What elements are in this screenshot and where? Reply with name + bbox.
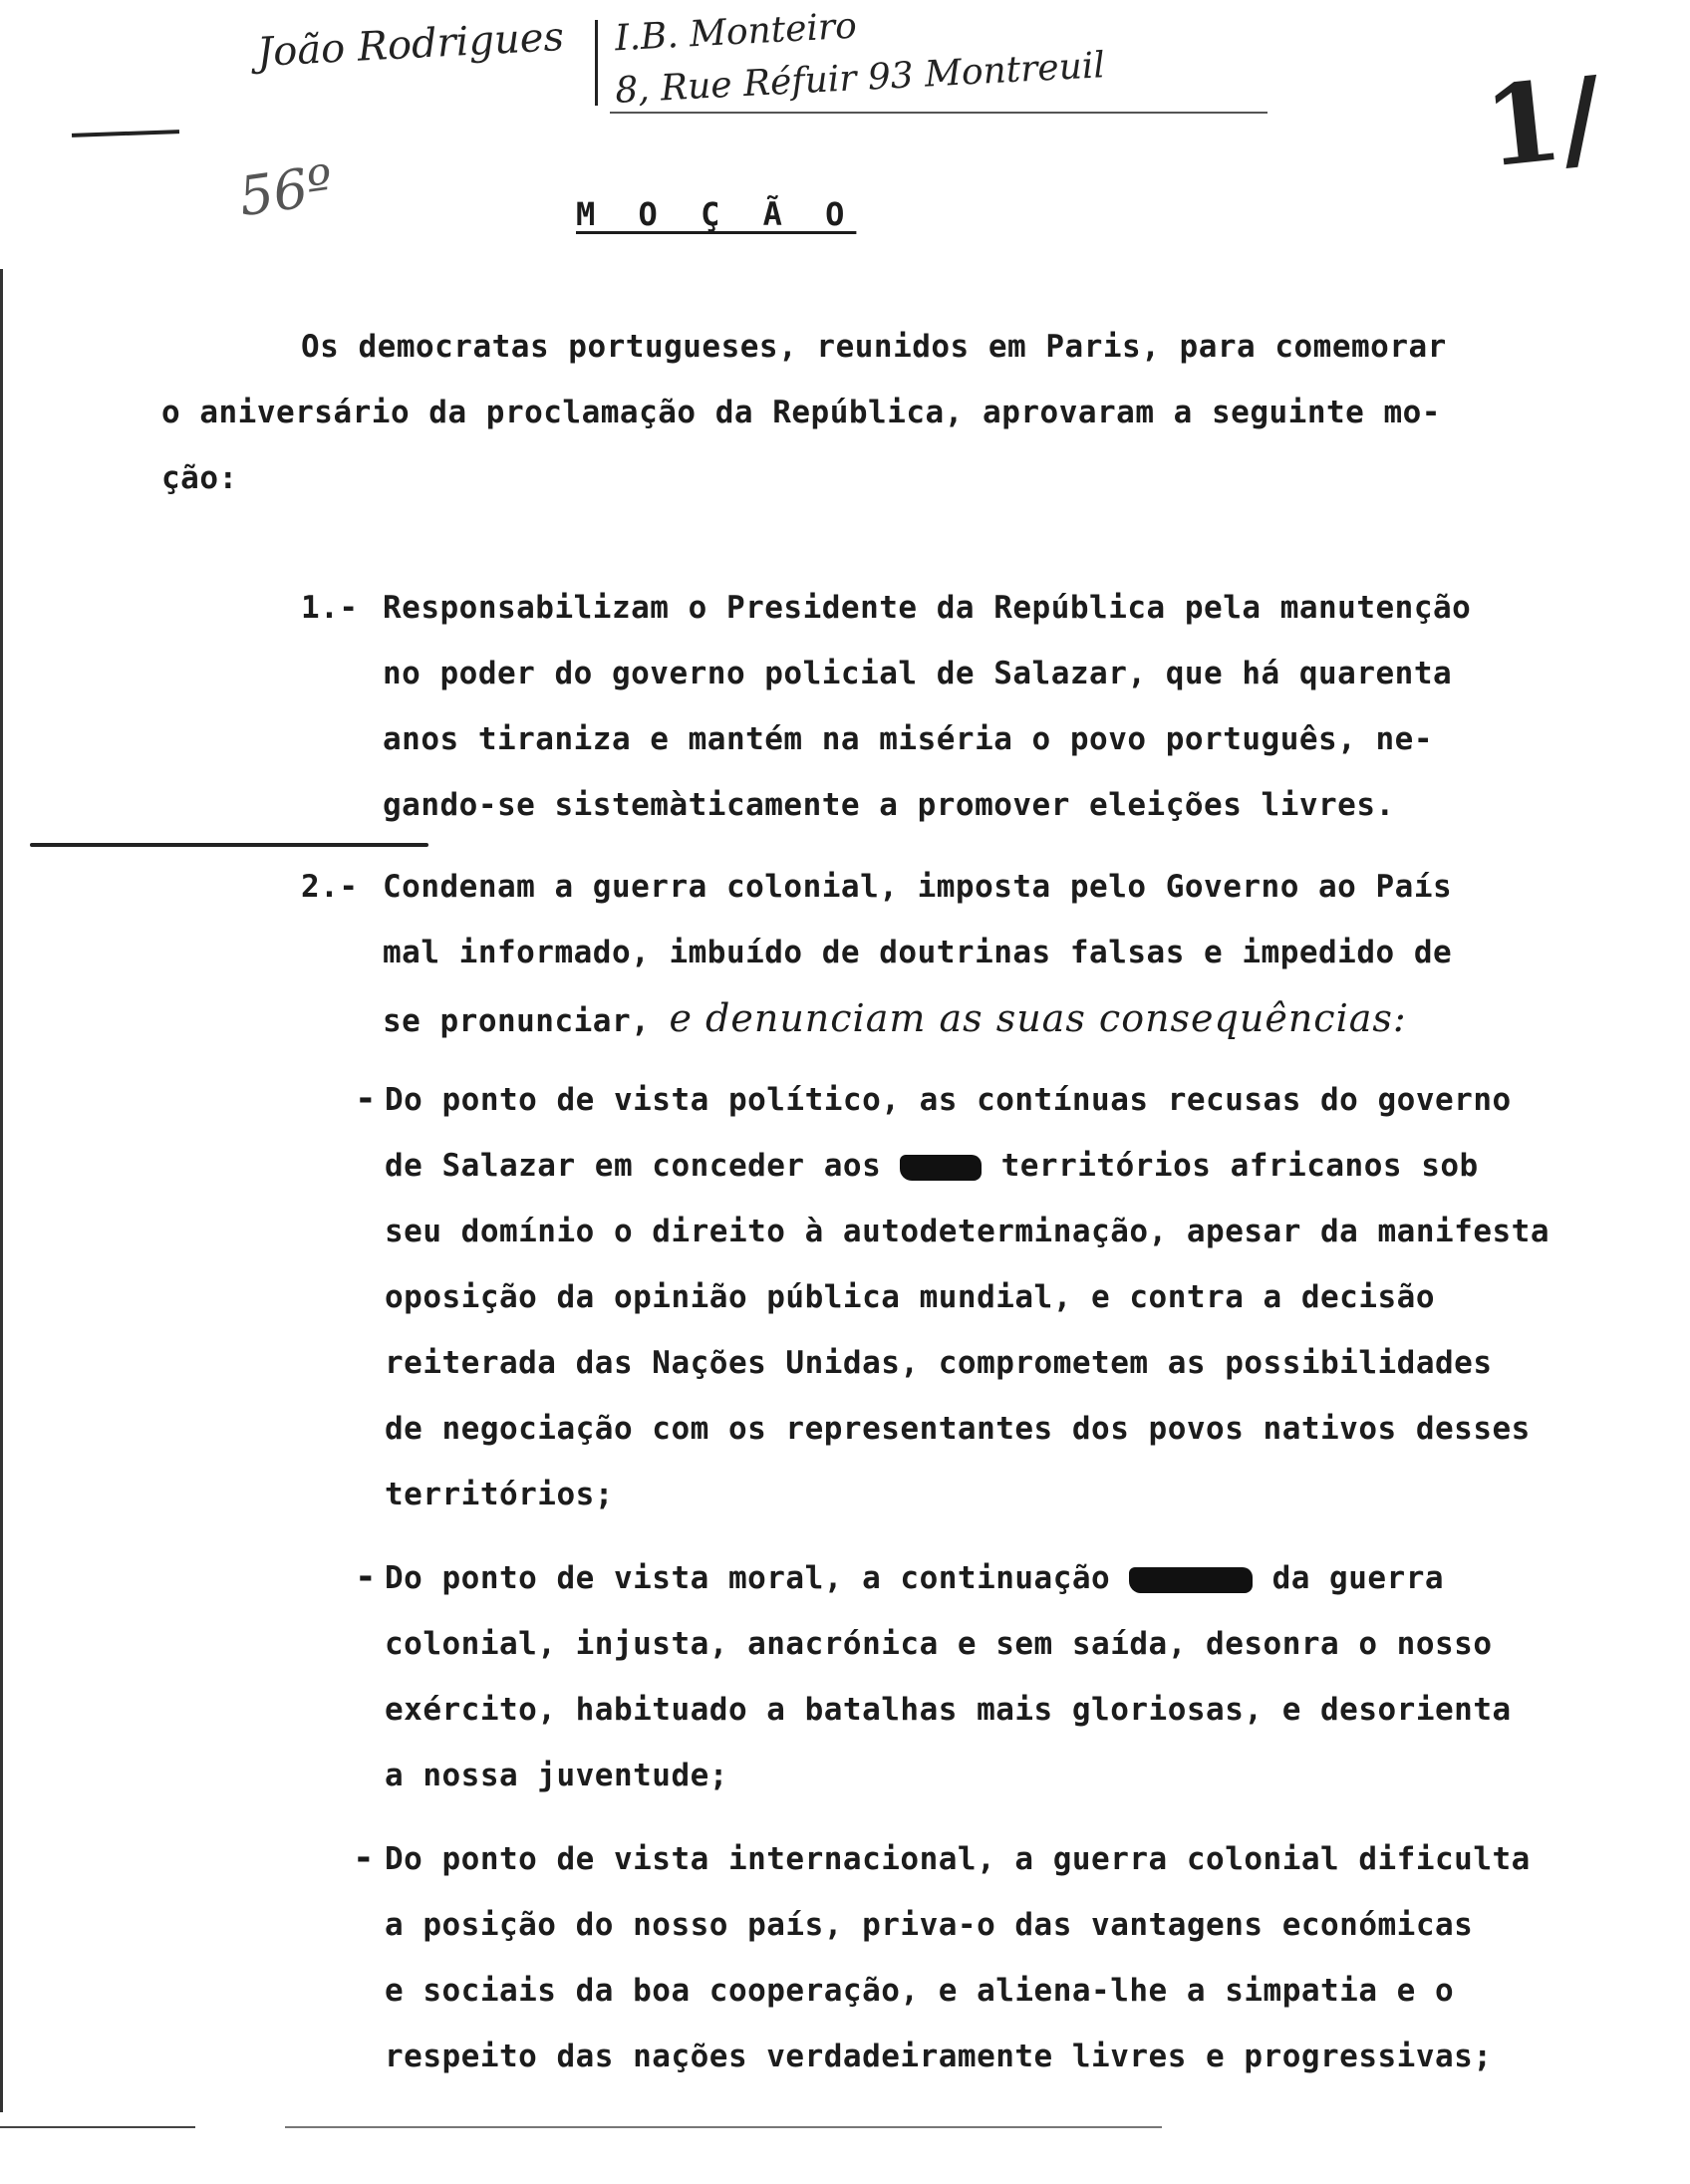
item2-line-3 [383, 996, 1407, 1040]
item1-line-2: no poder do governo policial de Salazar, que há quarenta [383, 656, 1453, 691]
item1-line-3: anos tiraniza e mantém na miséria o povo português, ne- [383, 721, 1433, 757]
item2-number: 2.- [301, 869, 359, 905]
bullet1-line-3: seu domínio o direito à autodeterminação, apesar da manifesta [385, 1214, 1549, 1249]
bullet2-line-3: exército, habituado a batalhas mais gloriosas, e desorienta [385, 1692, 1512, 1728]
handwritten-address-line2: 8, Rue Réfuir 93 Montreuil [614, 45, 1106, 112]
handwritten-folio-number: 56º [235, 152, 338, 229]
bullet2-line-2: colonial, injusta, anacrónica e sem saída, desonra o nosso [385, 1626, 1493, 1662]
bullet3-line-4: respeito das nações verdadeiramente livres e progressivas; [385, 2039, 1493, 2074]
bullet2-line-1-a: Do ponto de vista moral, a continuação [385, 1560, 1111, 1596]
intro-line-1: Os democratas portugueses, reunidos em Paris, para comemorar [301, 329, 1447, 365]
item1-line-1: Responsabilizam o Presidente da República pela manutenção [383, 590, 1472, 626]
handwritten-page-mark: 1/ [1478, 52, 1608, 192]
bullet1-line-7: territórios; [385, 1477, 614, 1512]
bullet1-line-1: Do ponto de vista político, as contínuas recusas do governo [385, 1082, 1512, 1118]
address-underline [610, 112, 1268, 114]
bullet2-dash: - [355, 1556, 377, 1597]
bullet3-line-1: Do ponto de vista internacional, a guerra colonial dificulta [385, 1841, 1531, 1877]
left-margin-line [0, 269, 3, 2112]
bottom-edge-line-left [0, 2126, 195, 2128]
bullet2-line-1 [385, 1560, 1444, 1596]
item2-handwritten-addition: e denunciam as suas consequências: [669, 996, 1407, 1040]
bullet1-line-4: oposição da opinião pública mundial, e contra a decisão [385, 1279, 1435, 1315]
redaction-mark [900, 1155, 982, 1181]
bullet3-dash: - [353, 1837, 375, 1878]
handwritten-address-line1: I.B. Monteiro [614, 5, 858, 60]
intro-line-2: o aniversário da proclamação da República, aprovaram a seguinte mo- [161, 395, 1441, 430]
bullet1-line-2-a: de Salazar em conceder aos [385, 1148, 882, 1184]
bullet1-dash: - [355, 1078, 377, 1119]
bullet3-line-3: e sociais da boa cooperação, e aliena-lhe a simpatia e o [385, 1973, 1455, 2009]
bullet1-line-2 [385, 1148, 1479, 1184]
item1-number: 1.- [301, 590, 359, 626]
section-divider-stroke [30, 843, 428, 847]
intro-line-3: ção: [161, 460, 238, 496]
handwritten-name: João Rodrigues [256, 13, 566, 77]
bullet1-line-6: de negociação com os representantes dos povos nativos desses [385, 1411, 1531, 1447]
left-margin-dash [72, 130, 179, 137]
item2-line-1: Condenam a guerra colonial, imposta pelo Governo ao País [383, 869, 1453, 905]
bullet3-line-2: a posição do nosso país, priva-o das vantagens económicas [385, 1907, 1474, 1943]
bullet2-line-4: a nossa juventude; [385, 1758, 728, 1793]
item2-line-3-typed: se pronunciar, [383, 1003, 651, 1039]
redaction-mark [1129, 1567, 1253, 1593]
bullet2-line-1-b: da guerra [1271, 1560, 1445, 1596]
item2-line-2: mal informado, imbuído de doutrinas falsas e impedido de [383, 935, 1453, 970]
item1-line-4: gando-se sistemàticamente a promover eleições livres. [383, 787, 1395, 823]
bullet1-line-2-b: territórios africanos sob [1000, 1148, 1479, 1184]
page-title: M O Ç Ã O [576, 195, 857, 233]
bullet1-line-5: reiterada das Nações Unidas, comprometem as possibilidades [385, 1345, 1493, 1381]
bottom-edge-line-right [285, 2126, 1162, 2128]
handwritten-separator [595, 20, 598, 106]
